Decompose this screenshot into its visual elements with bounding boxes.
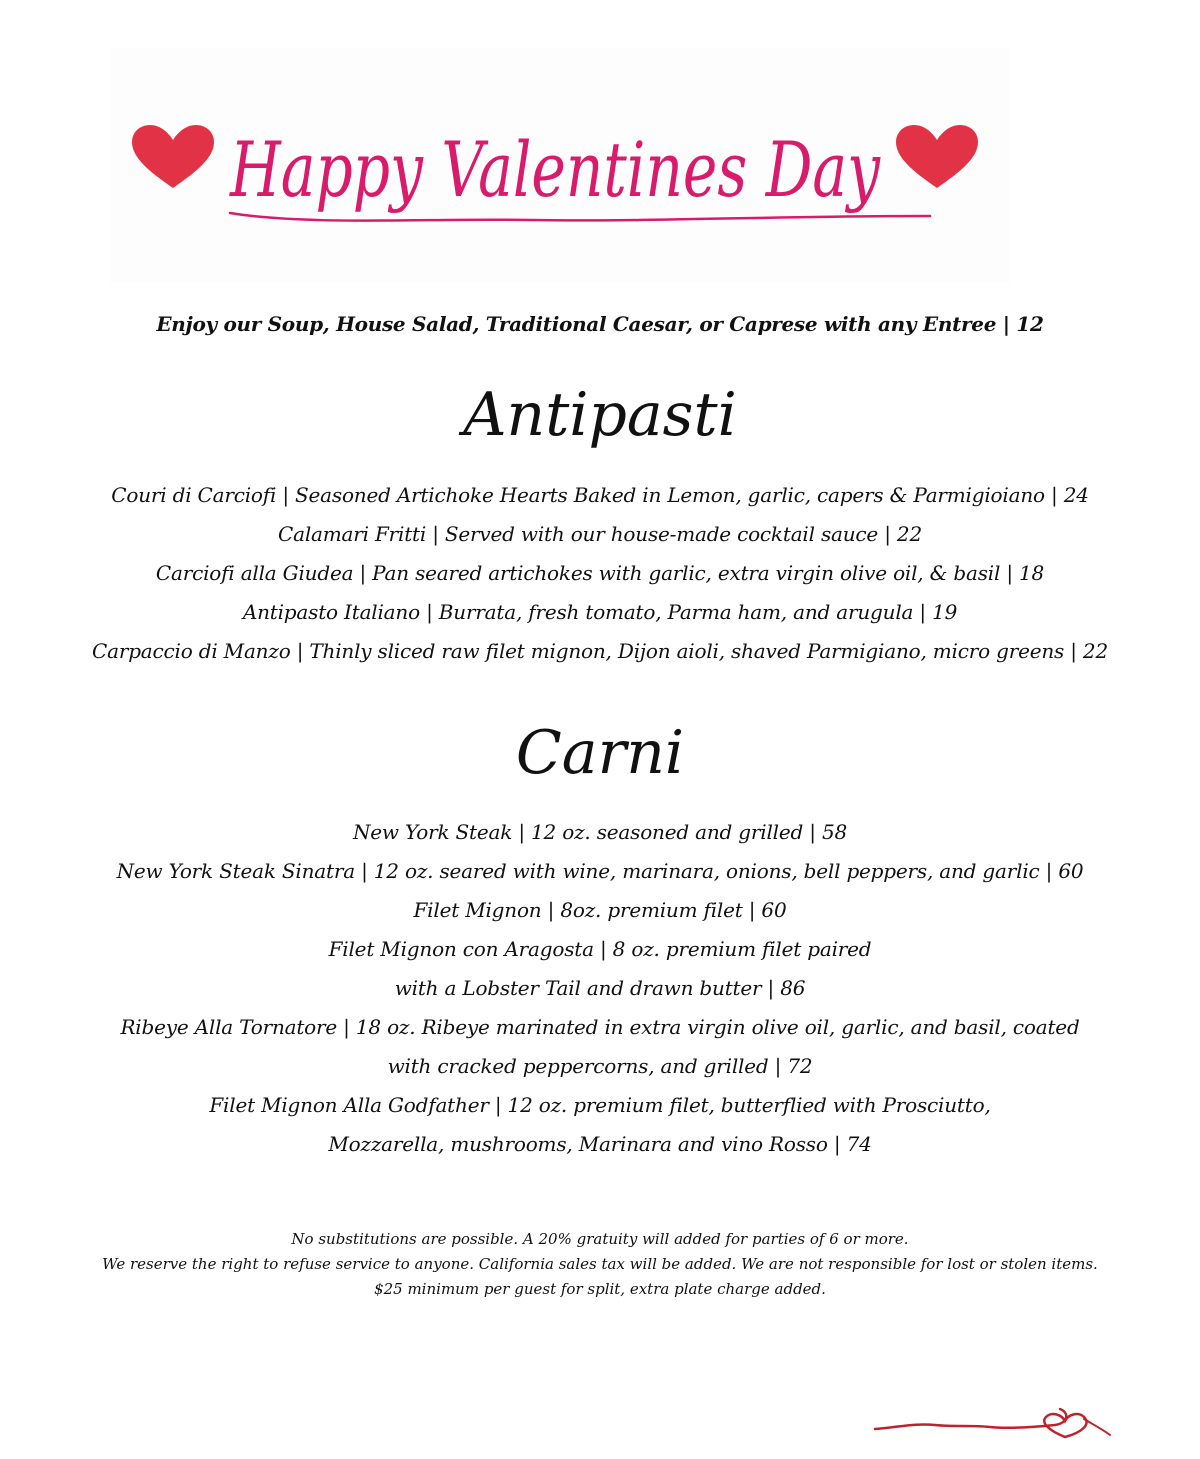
menu-item: Filet Mignon Alla Godfather | 12 oz. premium filet, butterflied with Prosciutto, [209,1093,991,1117]
intro-offer: Enjoy our Soup, House Salad, Traditional Caesar, or Caprese with any Entree | 12 [156,312,1044,336]
menu-item-continuation: with a Lobster Tail and drawn butter | 86 [394,976,806,1000]
footer-line: We reserve the right to refuse service to anyone. California sales tax will be added. We are not responsible for lost or stolen items. [102,1255,1098,1273]
menu-item-continuation: Mozzarella, mushrooms, Marinara and vino Rosso | 74 [328,1132,872,1156]
banner-flourish [230,213,930,221]
footer-line: No substitutions are possible. A 20% gratuity will added for parties of 6 or more. [291,1230,909,1248]
menu-item: Carpaccio di Manzo | Thinly sliced raw filet mignon, Dijon aioli, shaved Parmigiano, micro greens | 22 [92,639,1108,663]
footer-notes [0,1227,1200,1302]
left-heart-icon [132,125,214,188]
menu-item: Calamari Fritti | Served with our house-made cocktail sauce | 22 [278,522,922,546]
menu-item: Filet Mignon | 8oz. premium filet | 60 [413,898,787,922]
right-heart-icon [896,125,978,188]
heart-squiggle-icon [870,1405,1120,1445]
menu-item: New York Steak Sinatra | 12 oz. seared with wine, marinara, onions, bell peppers, and garlic | 60 [116,859,1084,883]
antipasti-list [0,476,1200,671]
footer-line: $25 minimum per guest for split, extra plate charge added. [374,1280,826,1298]
menu-item: New York Steak | 12 oz. seasoned and grilled | 58 [353,820,847,844]
antipasti-heading: Antipasti [463,380,737,450]
valentines-banner [110,48,1010,283]
menu-item: Filet Mignon con Aragosta | 8 oz. premium filet paired [328,937,872,961]
menu-item: Couri di Carciofi | Seasoned Artichoke Hearts Baked in Lemon, garlic, capers & Parmigioiano | 24 [111,483,1089,507]
menu-item: Carciofi alla Giudea | Pan seared artichokes with garlic, extra virgin olive oil, & basil | 18 [155,561,1045,585]
carni-heading: Carni [515,718,685,788]
menu-item-continuation: with cracked peppercorns, and grilled | 72 [387,1054,813,1078]
banner-title: Happy Valentines Day [228,125,881,214]
carni-list [0,813,1200,1164]
menu-item: Antipasto Italiano | Burrata, fresh tomato, Parma ham, and arugula | 19 [242,600,958,624]
menu-item: Ribeye Alla Tornatore | 18 oz. Ribeye marinated in extra virgin olive oil, garlic, and basil, coated [120,1015,1080,1039]
